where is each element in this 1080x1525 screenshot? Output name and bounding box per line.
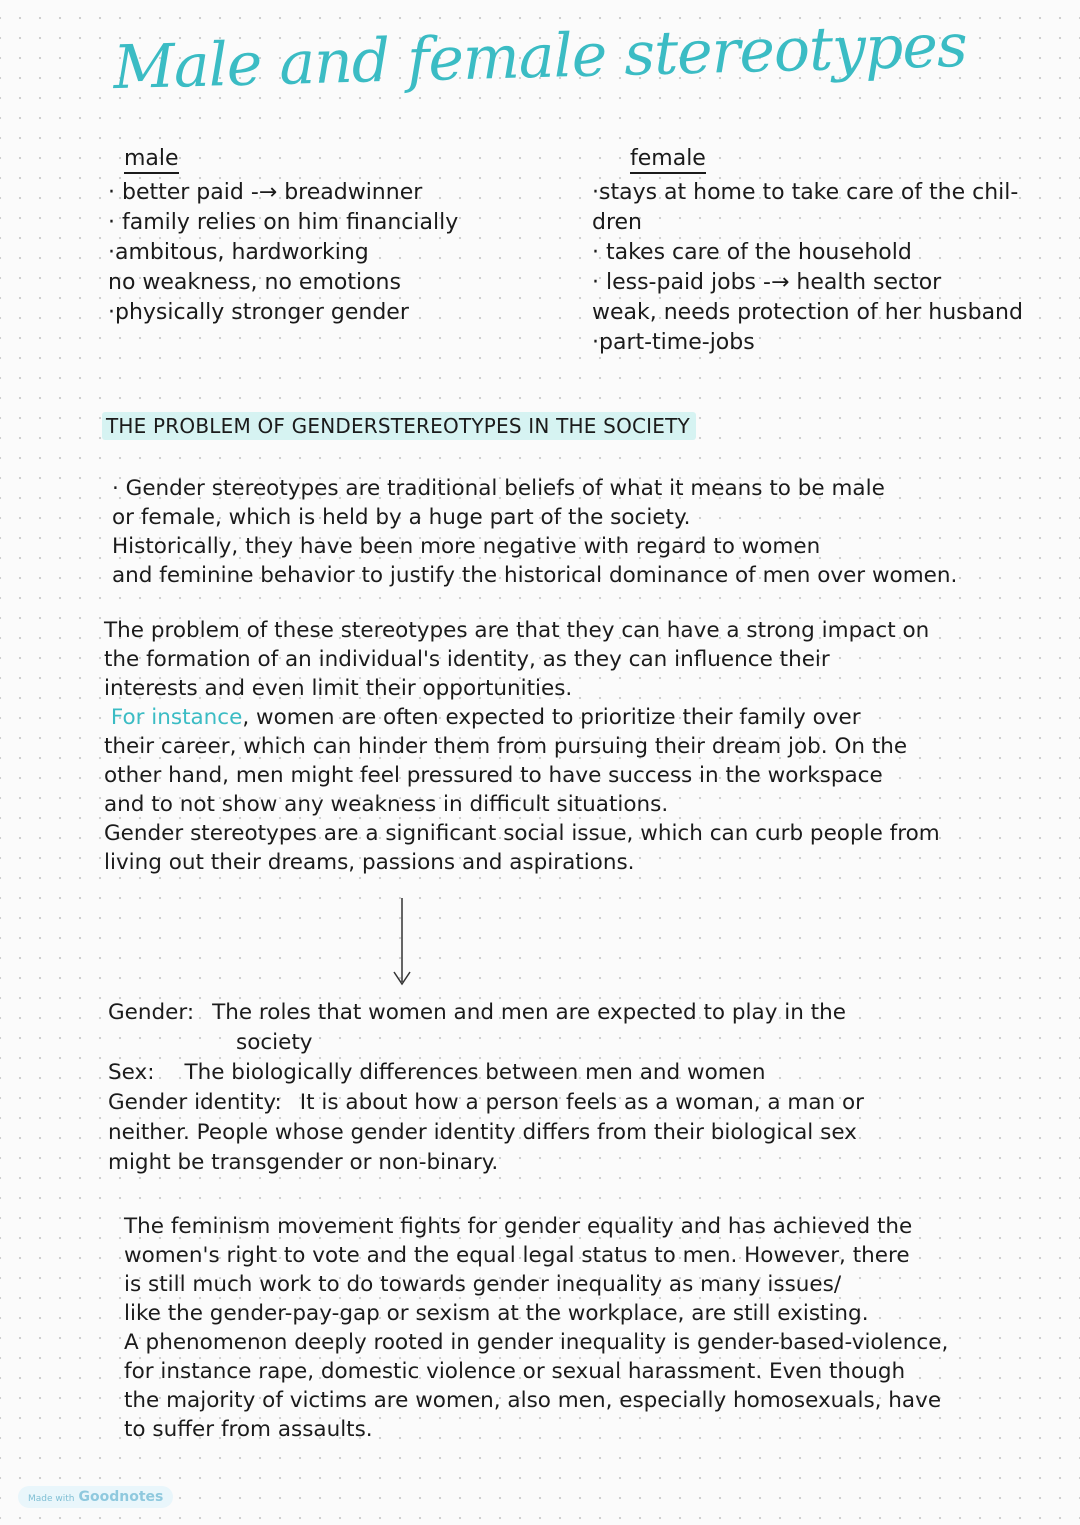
text-line: women's right to vote and the equal legal status to men. However, there [124, 1243, 910, 1268]
female-item: dren [592, 210, 643, 235]
text-line: interests and even limit their opportunities. [104, 676, 573, 701]
text-line: or female, which is held by a huge part of the society. [112, 505, 691, 530]
made-with-label: Made with [28, 1494, 75, 1504]
gender-term: Gender: [108, 1000, 195, 1025]
page-title: Male and female stereotypes [112, 10, 968, 104]
goodnotes-logo: Goodnotes [78, 1489, 164, 1505]
male-column [108, 144, 578, 328]
text-line: · Gender stereotypes are traditional beliefs of what it means to be male [112, 476, 885, 501]
gender-definition-text: The roles that women and men are expected to play in the [212, 1000, 846, 1025]
text-line: Gender stereotypes are a significant social issue, which can curb people from [104, 821, 940, 846]
gender-definition-cont: society [236, 1030, 313, 1055]
text-line [104, 703, 940, 732]
male-item: · family relies on him financially [108, 210, 459, 235]
male-item: ·physically stronger gender [108, 300, 409, 325]
female-item: · less-paid jobs -→ health sector [592, 270, 942, 295]
down-arrow-icon [388, 896, 416, 988]
text-line: other hand, men might feel pressured to have success in the workspace [104, 763, 883, 788]
intro-paragraph [112, 474, 957, 590]
female-column [592, 144, 1072, 358]
text-line: and to not show any weakness in difficult situations. [104, 792, 669, 817]
female-item: · takes care of the household [592, 240, 912, 265]
text-line: for instance rape, domestic violence or sexual harassment. Even though [124, 1359, 906, 1384]
identity-term: Gender identity: [108, 1090, 282, 1115]
female-item: ·part-time-jobs [592, 330, 755, 355]
feminism-paragraph [124, 1212, 948, 1444]
sex-term: Sex: [108, 1060, 155, 1085]
gender-definition [108, 998, 864, 1028]
text-line: like the gender-pay-gap or sexism at the workplace, are still existing. [124, 1301, 869, 1326]
definitions [108, 998, 864, 1178]
text-line: living out their dreams, passions and aspirations. [104, 850, 635, 875]
male-item: · better paid -→ breadwinner [108, 180, 423, 205]
goodnotes-badge [18, 1486, 173, 1508]
identity-line: might be transgender or non-binary. [108, 1150, 499, 1175]
identity-line: neither. People whose gender identity differs from their biological sex [108, 1120, 857, 1145]
text-line: to suffer from assaults. [124, 1417, 373, 1442]
male-heading: male [124, 146, 179, 174]
for-instance-label: For instance [110, 705, 243, 730]
text-line: The problem of these stereotypes are that they can have a strong impact on [104, 618, 930, 643]
text-line: A phenomenon deeply rooted in gender inequality is gender-based-violence, [124, 1330, 949, 1355]
female-heading: female [630, 146, 706, 174]
text-line: the formation of an individual's identity, as they can influence their [104, 647, 830, 672]
section-heading: THE PROBLEM OF GENDERSTEREOTYPES IN THE SOCIETY [102, 412, 696, 440]
text-line: Historically, they have been more negative with regard to women [112, 534, 821, 559]
female-item: weak, needs protection of her husband [592, 300, 1023, 325]
identity-definition-text: It is about how a person feels as a woman, a man or [299, 1090, 864, 1115]
identity-definition [108, 1088, 864, 1118]
sex-definition [108, 1058, 864, 1088]
sex-definition-text: The biologically differences between men and women [184, 1060, 766, 1085]
female-item: ·stays at home to take care of the chil- [592, 180, 1019, 205]
male-item: no weakness, no emotions [108, 270, 401, 295]
male-item: ·ambitous, hardworking [108, 240, 369, 265]
problem-paragraph [104, 616, 940, 877]
text-line: their career, which can hinder them from pursuing their dream job. On the [104, 734, 908, 759]
text-line: the majority of victims are women, also men, especially homosexuals, have [124, 1388, 942, 1413]
text-line: and feminine behavior to justify the historical dominance of men over women. [112, 563, 958, 588]
text-line: is still much work to do towards gender inequality as many issues/ [124, 1272, 842, 1297]
for-instance-text: , women are often expected to prioritize their family over [242, 705, 861, 730]
text-line: The feminism movement fights for gender equality and has achieved the [124, 1214, 913, 1239]
